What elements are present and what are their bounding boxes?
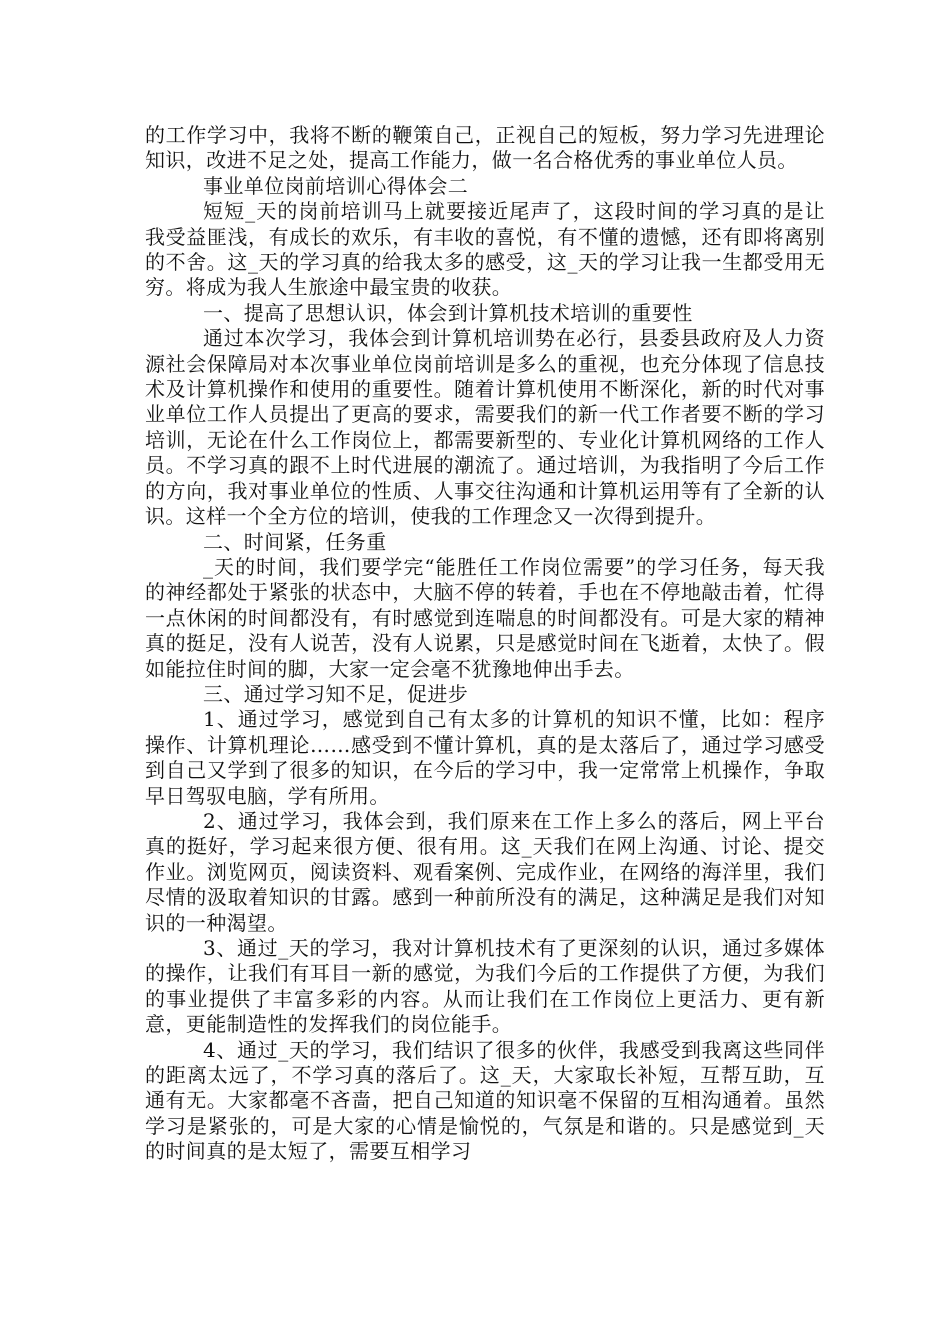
- list-item-4: 4、通过_天的学习，我们结识了很多的伙伴，我感受到我离这些同伴的距离太远了，不学习真的落后了。这_天，大家取长补短，互帮互助，互通有无。大家都毫不吝啬，把自己知道的知识毫不保留的互相沟通着。虽然学习是紧张的，可是大家的心情是愉悦的，气氛是和谐的。只是感觉到_天的时间真的是太短了，需要互相学习: [145, 1037, 825, 1164]
- heading-one: 一、提高了思想认识，体会到计算机技术培训的重要性: [203, 300, 693, 325]
- list-item-3: 3、通过_天的学习，我对计算机技术有了更深刻的认识，通过多媒体的操作，让我们有耳目一新的感觉，为我们今后的工作提供了方便，为我们的事业提供了丰富多彩的内容。从而让我们在工作岗位上更活力、更有新意，更能制造性的发挥我们的岗位能手。: [145, 936, 825, 1037]
- paragraph-continuation: 的工作学习中，我将不断的鞭策自己，正视自己的短板，努力学习先进理论知识，改进不足之处，提高工作能力，做一名合格优秀的事业单位人员。: [145, 123, 825, 173]
- paragraph-one: 通过本次学习，我体会到计算机培训势在必行，县委县政府及人力资源社会保障局对本次事业单位岗前培训是多么的重视，也充分体现了信息技术及计算机操作和使用的重要性。随着计算机使用不断深化，新的时代对事业单位工作人员提出了更高的要求，需要我们的新一代工作者要不断的学习培训，无论在什么工作岗位上，都需要新型的、专业化计算机网络的工作人员。不学习真的跟不上时代进展的潮流了。通过培训，为我指明了今后工作的方向，我对事业单位的性质、人事交往沟通和计算机运用等有了全新的认识。这样一个全方位的培训，使我的工作理念又一次得到提升。: [145, 326, 825, 529]
- section-title: 事业单位岗前培训心得体会二: [203, 173, 469, 198]
- paragraph-intro: 短短_天的岗前培训马上就要接近尾声了，这段时间的学习真的是让我受益匪浅，有成长的欢乐，有丰收的喜悦，有不懂的遗憾，还有即将离别的不舍。这_天的学习真的给我太多的感受，这_天的学习让我一生都受用无穷。将成为我人生旅途中最宝贵的收获。: [145, 199, 825, 300]
- list-item-2: 2、通过学习，我体会到，我们原来在工作上多么的落后，网上平台真的挺好，学习起来很方便、很有用。这_天我们在网上沟通、讨论、提交作业。浏览网页，阅读资料、观看案例、完成作业，在网络的海洋里，我们尽情的汲取着知识的甘露。感到一种前所没有的满足，这种满足是我们对知识的一种渴望。: [145, 808, 825, 935]
- list-item-1: 1、通过学习，感觉到自己有太多的计算机的知识不懂，比如：程序操作、计算机理论……感受到不懂计算机，真的是太落后了，通过学习感受到自己又学到了很多的知识，在今后的学习中，我一定常常上机操作，争取早日驾驭电脑，学有所用。: [145, 707, 825, 808]
- document-body: [145, 123, 825, 1165]
- heading-three: 三、通过学习知不足，促进步: [203, 681, 469, 706]
- paragraph-two: _天的时间，我们要学完“能胜任工作岗位需要”的学习任务，每天我的神经都处于紧张的状态中，大脑不停的转着，手也在不停地敲击着，忙得一点休闲的时间都没有，有时感觉到连喘息的时间都没有。可是大家的精神真的挺足，没有人说苦，没有人说累，只是感觉时间在飞逝着，太快了。假如能拉住时间的脚，大家一定会毫不犹豫地伸出手去。: [145, 554, 825, 681]
- heading-two: 二、时间紧，任务重: [203, 529, 387, 554]
